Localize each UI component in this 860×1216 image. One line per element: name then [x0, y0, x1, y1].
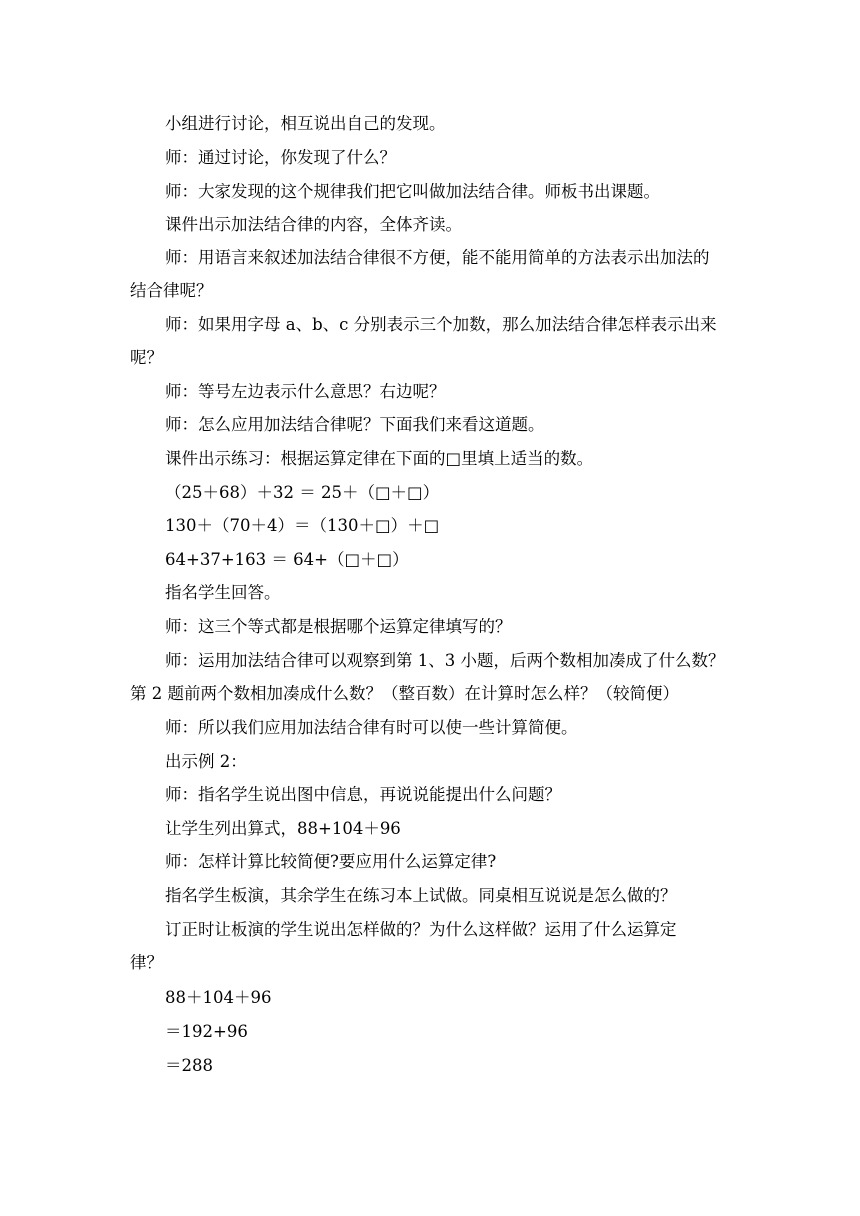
paragraph-line: 师：如果用字母 a、b、c 分别表示三个加数，那么加法结合律怎样表示出来 — [165, 315, 717, 334]
paragraph-line: 师：用语言来叙述加法结合律很不方便，能不能用简单的方法表示出加法的 — [165, 248, 710, 267]
paragraph-line: 律？ — [130, 953, 163, 972]
paragraph-line: 师：怎样计算比较简便?要应用什么运算定律? — [165, 852, 497, 871]
paragraph-line: 师：怎么应用加法结合律呢？下面我们来看这道题。 — [165, 415, 545, 434]
equation-line: 64+37+163 ＝ 64+（□＋□） — [165, 550, 409, 569]
equation-line: （25＋68）＋32 ＝ 25＋（□＋□） — [165, 483, 440, 502]
calculation-line: ＝288 — [165, 1056, 213, 1075]
equation-line: 130＋（70＋4）＝（130＋□）＋□ — [165, 516, 440, 535]
paragraph-line: 指名学生回答。 — [165, 583, 281, 602]
paragraph-line: 结合律呢？ — [130, 281, 213, 300]
calculation-line: 88＋104＋96 — [165, 988, 272, 1007]
paragraph-line: 师：运用加法结合律可以观察到第 1、3 小题，后两个数相加凑成了什么数？ — [165, 651, 725, 670]
paragraph-line: 课件出示加法结合律的内容，全体齐读。 — [165, 215, 462, 234]
paragraph-line: 师：通过讨论，你发现了什么？ — [165, 148, 396, 167]
paragraph-line: 指名学生板演，其余学生在练习本上试做。同桌相互说说是怎么做的？ — [165, 886, 677, 905]
paragraph-line: 师：所以我们应用加法结合律有时可以使一些计算简便。 — [165, 718, 578, 737]
paragraph-line: 让学生列出算式，88+104＋96 — [165, 819, 401, 838]
paragraph-line: 第 2 题前两个数相加凑成什么数？（整百数）在计算时怎么样？（较简便） — [130, 684, 679, 703]
paragraph-line: 小组进行讨论，相互说出自己的发现。 — [165, 114, 446, 133]
paragraph-line: 师：这三个等式都是根据哪个运算定律填写的？ — [165, 617, 512, 636]
calculation-line: ＝192+96 — [165, 1022, 248, 1041]
paragraph-line: 订正时让板演的学生说出怎样做的？为什么这样做？运用了什么运算定 — [165, 920, 677, 939]
paragraph-line: 出示例 2： — [165, 752, 247, 771]
paragraph-line: 师：等号左边表示什么意思？右边呢？ — [165, 382, 446, 401]
paragraph-line: 师：大家发现的这个规律我们把它叫做加法结合律。师板书出课题。 — [165, 182, 660, 201]
paragraph-line: 师：指名学生说出图中信息，再说说能提出什么问题？ — [165, 785, 561, 804]
paragraph-line: 呢？ — [130, 348, 163, 367]
paragraph-line: 课件出示练习：根据运算定律在下面的□里填上适当的数。 — [165, 449, 594, 468]
